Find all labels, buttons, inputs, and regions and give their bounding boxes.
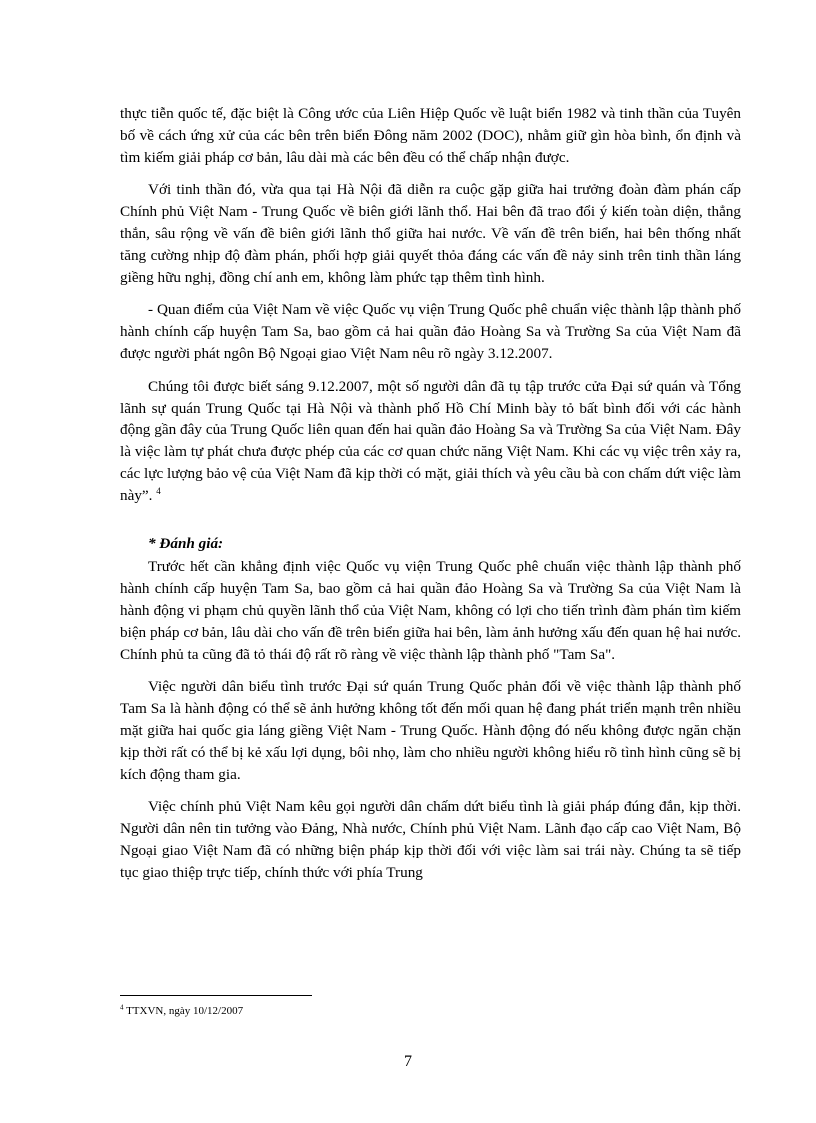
paragraph-hanoi-meeting: Với tinh thần đó, vừa qua tại Hà Nội đã diễn ra cuộc gặp giữa hai trưởng đoàn đàm phán cấp Chính phủ Việt Nam - Trung Quốc về biên giới lãnh thổ. Hai bên đã trao đổi ý kiến toàn diện, thẳng thắn, sâu rộng về vấn đề biên giới lãnh thổ giữa hai nước. Về vấn đề trên biển, hai bên thống nhất tăng cường nhịp độ đàm phán, phối hợp giải quyết thỏa đáng các vấn đề nảy sinh trên tinh thần láng giềng hữu nghị, đồng chí anh em, không làm phức tạp thêm tình hình.: [120, 181, 741, 286]
paragraph-protest-report: [120, 376, 741, 507]
footnote-text: TTXVN, ngày 10/12/2007: [126, 1005, 244, 1017]
section-heading: * Đánh giá:: [148, 534, 224, 552]
paragraph-protest-text: Chúng tôi được biết sáng 9.12.2007, một số người dân đã tụ tập trước cửa Đại sứ quán và Tổng lãnh sự quán Trung Quốc tại Hà Nội và thành phố Hồ Chí Minh bày tỏ bất bình đối với các hành động gần đây của Trung Quốc liên quan đến hai quần đảo Hoàng Sa và Trường Sa của Việt Nam. Đây là việc làm tự phát chưa được phép của các cơ quan chức năng Việt Nam. Khi các vụ việc trên xảy ra, các lực lượng bảo vệ của Việt Nam đã kịp thời có mặt, giải thích và yêu cầu bà con chấm dứt việc làm này”.: [120, 377, 741, 504]
footnote-reference: 4: [156, 485, 161, 496]
paragraph-vietnam-viewpoint: - Quan điểm của Việt Nam về việc Quốc vụ viện Trung Quốc phê chuẩn việc thành lập thành phố hành chính cấp huyện Tam Sa, bao gồm cả hai quần đảo Hoàng Sa và Trường Sa của Việt Nam đã được người phát ngôn Bộ Ngoại giao Việt Nam nêu rõ ngày 3.12.2007.: [120, 301, 741, 362]
body-text: [120, 103, 741, 895]
footnote-mark: 4: [120, 1003, 124, 1012]
paragraph-assessment-2: Việc người dân biểu tình trước Đại sứ quán Trung Quốc phản đối về việc thành lập thành phố Tam Sa là hành động có thể sẽ ảnh hưởng không tốt đến mối quan hệ đang phát triển mạnh trên nhiều mặt giữa hai quốc gia láng giềng Việt Nam - Trung Quốc. Hành động đó nếu không được ngăn chặn kịp thời rất có thể bị kẻ xấu lợi dụng, bôi nhọ, làm cho nhiều người không hiểu rõ tình hình cũng sẽ bị kích động tham gia.: [120, 678, 741, 783]
paragraph-assessment-3: Việc chính phủ Việt Nam kêu gọi người dân chấm dứt biểu tình là giải pháp đúng đắn, kịp thời. Người dân nên tin tưởng vào Đảng, Nhà nước, Chính phủ Việt Nam. Lãnh đạo cấp cao Việt Nam, Bộ Ngoại giao Việt Nam đã có những biện pháp kịp thời đối với việc làm sai trái này. Chúng ta sẽ tiếp tục giao thiệp trực tiếp, chính thức với phía Trung: [120, 798, 741, 881]
footnote: [120, 1004, 243, 1018]
page-number: 7: [404, 1053, 412, 1070]
footnote-divider: [120, 995, 312, 996]
paragraph-assessment-1: Trước hết cần khẳng định việc Quốc vụ viện Trung Quốc phê chuẩn việc thành lập thành phố hành chính cấp huyện Tam Sa, bao gồm cả hai quần đảo Hoàng Sa và Trường Sa của Việt Nam là hành động vi phạm chủ quyền lãnh thổ của Việt Nam, không có lợi cho tiến trình đàm phán tìm kiếm biện pháp cơ bản, lâu dài cho vấn đề trên biển giữa hai bên, làm ảnh hưởng xấu đến quan hệ hai nước. Chính phủ ta cũng đã tỏ thái độ rất rõ ràng về việc thành lập thành phố "Tam Sa".: [120, 558, 741, 663]
paragraph-intl-practice: thực tiễn quốc tế, đặc biệt là Công ước của Liên Hiệp Quốc về luật biển 1982 và tinh thần của Tuyên bố về cách ứng xử của các bên trên biển Đông năm 2002 (DOC), nhằm giữ gìn hòa bình, ổn định và tìm kiếm giải pháp cơ bản, lâu dài mà các bên đều có thể chấp nhận được.: [120, 105, 741, 166]
